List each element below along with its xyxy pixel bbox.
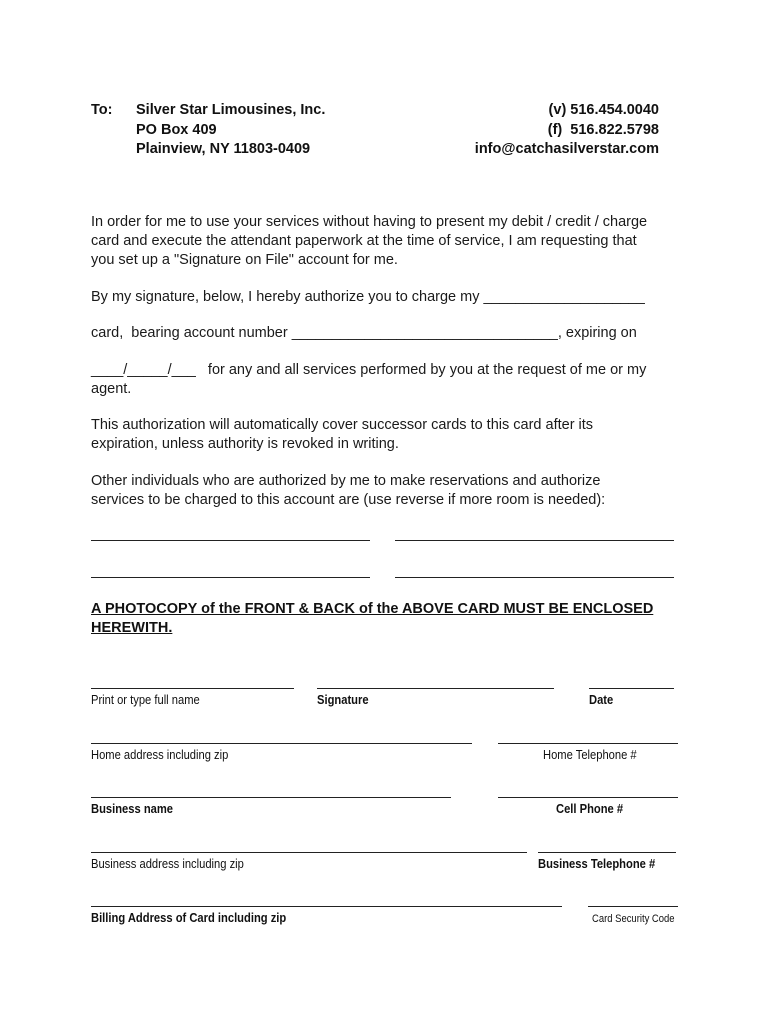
successor-line-2: expiration, unless authority is revoked in writing. [91, 436, 399, 452]
print-name-line[interactable] [91, 688, 294, 689]
company-email: info@catchasilverstar.com [474, 141, 659, 157]
authorized-individual-line-2[interactable] [395, 540, 674, 541]
intro-line-3: you set up a "Signature on File" account for me. [91, 252, 398, 268]
expiry-line-2: agent. [91, 381, 132, 397]
successor-line-1: This authorization will automatically cover successor cards to this card after its [91, 417, 594, 433]
authorized-individual-line-4[interactable] [395, 577, 674, 578]
voice-phone: (v) 516.454.0040 [548, 102, 659, 118]
date-line[interactable] [589, 688, 674, 689]
authorized-individual-line-3[interactable] [91, 577, 370, 578]
business-address-label: Business address including zip [91, 856, 244, 871]
business-name-label: Business name [91, 801, 174, 816]
company-city-state-zip: Plainview, NY 11803-0409 [136, 141, 311, 157]
print-name-label: Print or type full name [91, 692, 200, 707]
signature-line[interactable] [317, 688, 554, 689]
home-address-line[interactable] [91, 743, 472, 744]
authorize-line: By my signature, below, I hereby authorize you to charge my ____________________ [91, 289, 645, 305]
cell-phone-label: Cell Phone # [556, 801, 624, 816]
card-number-line: card, bearing account number _________________________________, expiring on [91, 325, 637, 341]
fax-number: (f) 516.822.5798 [547, 122, 659, 138]
intro-line-1: In order for me to use your services without having to present my debit / credit / charge [91, 214, 648, 230]
home-phone-label: Home Telephone # [543, 747, 637, 762]
business-phone-line[interactable] [538, 852, 676, 853]
business-name-line[interactable] [91, 797, 451, 798]
cell-phone-line[interactable] [498, 797, 678, 798]
business-address-line[interactable] [91, 852, 527, 853]
home-address-label: Home address including zip [91, 747, 229, 762]
to-label: To: [91, 102, 113, 118]
business-phone-label: Business Telephone # [538, 856, 656, 871]
security-code-line[interactable] [588, 906, 678, 907]
date-label: Date [589, 692, 614, 707]
security-code-label: Card Security Code [592, 913, 675, 925]
signature-label: Signature [317, 692, 369, 707]
company-po-box: PO Box 409 [136, 122, 217, 138]
billing-address-line[interactable] [91, 906, 562, 907]
expiry-line-1: ____/_____/___ for any and all services performed by you at the request of me or my [91, 362, 647, 378]
intro-line-2: card and execute the attendant paperwork at the time of service, I am requesting that [91, 233, 637, 249]
others-line-2: services to be charged to this account are (use reverse if more room is needed): [91, 492, 606, 508]
billing-address-label: Billing Address of Card including zip [91, 910, 287, 925]
photocopy-notice-line-2: HEREWITH. [91, 620, 173, 636]
others-line-1: Other individuals who are authorized by me to make reservations and authorize [91, 473, 601, 489]
photocopy-notice-line-1: A PHOTOCOPY of the FRONT & BACK of the ABOVE CARD MUST BE ENCLOSED [91, 601, 654, 617]
home-phone-line[interactable] [498, 743, 678, 744]
company-name: Silver Star Limousines, Inc. [136, 102, 326, 118]
authorized-individual-line-1[interactable] [91, 540, 370, 541]
